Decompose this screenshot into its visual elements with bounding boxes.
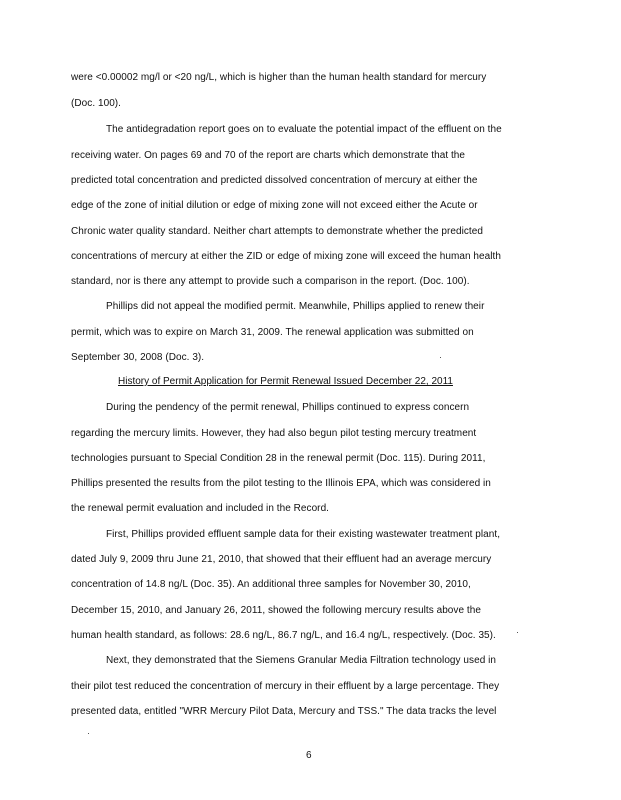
scan-speck: [517, 632, 518, 633]
scan-speck: [88, 733, 89, 734]
body-line: presented data, entitled "WRR Mercury Pilot Data, Mercury and TSS." The data tracks the level: [71, 706, 497, 717]
paragraph-first-line: First, Phillips provided effluent sample data for their existing wastewater treatment plant,: [106, 529, 501, 540]
scan-speck: [440, 357, 441, 358]
body-line: standard, nor is there any attempt to provide such a comparison in the report. (Doc. 100).: [71, 276, 470, 287]
body-line: predicted total concentration and predicted dissolved concentration of mercury at either the: [71, 175, 478, 186]
body-line: permit, which was to expire on March 31, 2009. The renewal application was submitted on: [71, 327, 474, 338]
body-line: human health standard, as follows: 28.6 ng/L, 86.7 ng/L, and 16.4 ng/L, respectively. (Doc. 35).: [71, 630, 496, 641]
body-line: technologies pursuant to Special Condition 28 in the renewal permit (Doc. 115). During 2011,: [71, 453, 486, 464]
body-line: the renewal permit evaluation and included in the Record.: [71, 503, 330, 514]
paragraph-first-line: During the pendency of the permit renewal, Phillips continued to express concern: [106, 402, 470, 413]
body-line: (Doc. 100).: [71, 98, 122, 109]
body-line: concentrations of mercury at either the ZID or edge of mixing zone will exceed the human health: [71, 251, 501, 262]
body-line: were <0.00002 mg/l or <20 ng/L, which is higher than the human health standard for mercury: [71, 72, 487, 83]
paragraph-first-line: The antidegradation report goes on to evaluate the potential impact of the effluent on the: [106, 124, 502, 135]
section-heading: History of Permit Application for Permit Renewal Issued December 22, 2011: [118, 376, 453, 387]
body-line: their pilot test reduced the concentration of mercury in their effluent by a large percentage. They: [71, 681, 500, 692]
body-line: Chronic water quality standard. Neither chart attempts to demonstrate whether the predicted: [71, 226, 483, 237]
paragraph-first-line: Phillips did not appeal the modified permit. Meanwhile, Phillips applied to renew their: [106, 301, 485, 312]
body-line: receiving water. On pages 69 and 70 of the report are charts which demonstrate that the: [71, 150, 466, 161]
body-line: regarding the mercury limits. However, they had also begun pilot testing mercury treatment: [71, 428, 477, 439]
body-line: September 30, 2008 (Doc. 3).: [71, 352, 205, 363]
page-number: 6: [306, 750, 312, 761]
paragraph-first-line: Next, they demonstrated that the Siemens Granular Media Filtration technology used in: [106, 655, 497, 666]
body-line: concentration of 14.8 ng/L (Doc. 35). An additional three samples for November 30, 2010,: [71, 579, 471, 590]
body-line: Phillips presented the results from the pilot testing to the Illinois EPA, which was considered in: [71, 478, 491, 489]
body-line: December 15, 2010, and January 26, 2011, showed the following mercury results above the: [71, 605, 481, 616]
body-line: edge of the zone of initial dilution or edge of mixing zone will not exceed either the Acute or: [71, 200, 478, 211]
body-line: dated July 9, 2009 thru June 21, 2010, that showed that their effluent had an average mercury: [71, 554, 492, 565]
